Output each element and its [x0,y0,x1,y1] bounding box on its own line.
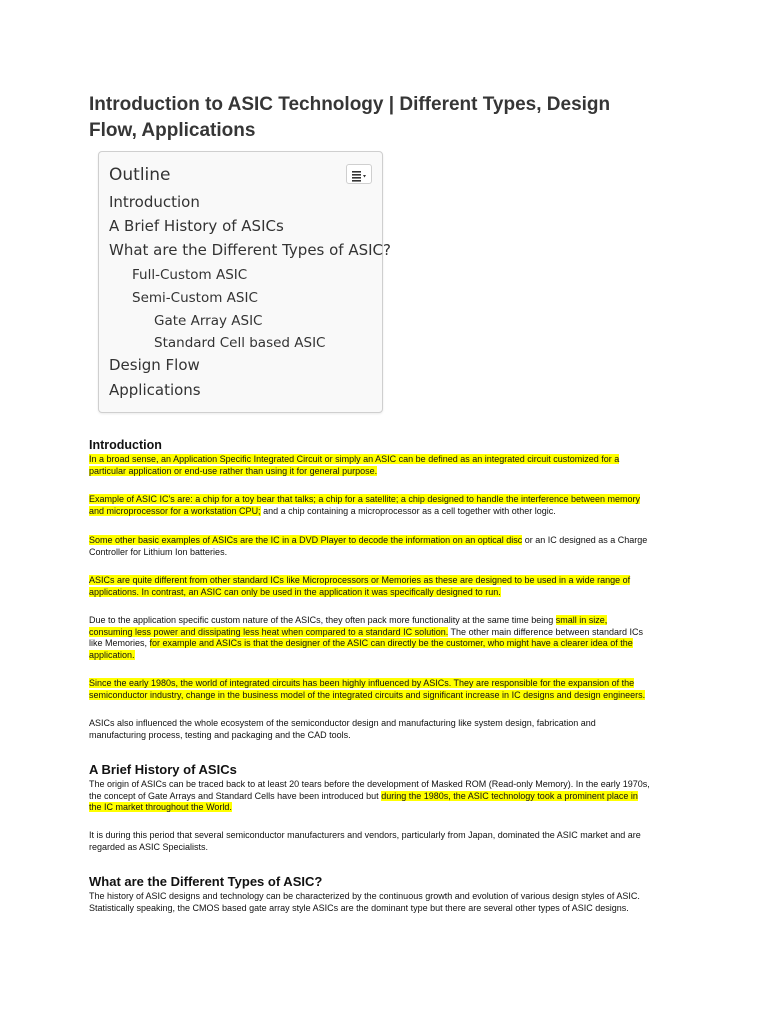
intro-paragraph-3 [89,535,651,558]
highlighted-text: ASICs are quite different from other standard ICs like Microprocessors or Memories as these are designed to be used in a wide range of applications. In contrast, an ASIC can only be used in the application it was specifically designed to run. [89,575,631,597]
intro-paragraph-6 [89,678,651,701]
outline-item-full-custom[interactable]: Full-Custom ASIC [132,267,248,283]
body-text: Due to the application specific custom nature of the ASICs, they often pack more functionality at the same time being [89,615,556,625]
outline-box [98,151,391,413]
history-paragraph-2 [89,830,651,853]
body-text: or an IC designed as a Charge Controller for Lithium Ion batteries. [89,535,648,557]
intro-paragraph-7 [89,718,651,741]
body-text: ASICs also influenced the whole ecosystem of the semiconductor design and manufacturing like system design, fabrication and manufacturing process, testing and packaging and the CAD tools. [89,718,596,740]
outline-item-standard-cell[interactable]: Standard Cell based ASIC [154,335,326,351]
highlighted-text: small in size, consuming less power and dissipating less heat when compared to a standard IC solution. [89,615,608,637]
section-heading-types: What are the Different Types of ASIC? [89,874,323,889]
section-heading-history: A Brief History of ASICs [89,762,237,777]
outline-heading: Outline [109,165,171,185]
highlighted-text: Since the early 1980s, the world of integrated circuits has been highly influenced by ASICs. They are responsible for the expansion of the semiconductor industry, change in the business model of the integrated circuits and significant increase in IC designs and design engineers. [89,678,646,700]
outline-item-gate-array[interactable]: Gate Array ASIC [154,313,263,329]
outline-toggle-button[interactable] [346,164,372,184]
body-text: It is during this period that several semiconductor manufacturers and vendors, particularly from Japan, dominated the ASIC market and are regarded as ASIC Specialists. [89,830,641,852]
intro-paragraph-5 [89,615,651,661]
intro-paragraph-2 [89,494,651,517]
body-text: The history of ASIC designs and technology can be characterized by the continuous growth and evolution of various design styles of ASIC. Statistically speaking, the CMOS based gate array style ASICs are the dominant type but there are several other types of ASIC designs. [89,891,640,913]
outline-item-applications[interactable]: Applications [109,381,201,399]
highlighted-text: Some other basic examples of ASICs are the IC in a DVD Player to decode the information on an optical disc [89,535,523,545]
highlighted-text: for example and ASICs is that the designer of the ASIC can directly be the customer, who might have a clearer idea of the application. [89,638,633,660]
outline-item-different-types[interactable]: What are the Different Types of ASIC? [109,241,391,259]
list-toggle-icon [351,170,367,182]
highlighted-text: Example of ASIC IC's are: a chip for a toy bear that talks; a chip for a satellite; a chip designed to handle the interference between memory and microprocessor for a workstation CPU; [89,494,641,516]
body-text: and a chip containing a microprocessor as a cell together with other logic. [260,505,556,516]
highlighted-text: during the 1980s, the ASIC technology took a prominent place in the IC market throughout the World. [89,790,638,812]
outline-item-brief-history[interactable]: A Brief History of ASICs [109,217,284,235]
body-text: The origin of ASICs can be traced back to at least 20 tears before the development of Masked ROM (Read-only Memory). In the early 1970s, the concept of Gate Arrays and Standard Cells have been introduced but [89,779,650,801]
history-paragraph-1 [89,779,651,814]
body-text: The other main difference between standard ICs like Memories, [89,626,644,648]
page-title: Introduction to ASIC Technology | Different Types, Design Flow, Applications [89,94,611,141]
types-paragraph-1 [89,891,651,914]
outline-item-design-flow[interactable]: Design Flow [109,356,200,374]
highlighted-text: In a broad sense, an Application Specific Integrated Circuit or simply an ASIC can be defined as an integrated circuit customized for a particular application or end-use rather than using it for general purpose. [89,454,620,476]
section-heading-introduction: Introduction [89,438,162,452]
outline-item-introduction[interactable]: Introduction [109,193,200,211]
outline-item-semi-custom[interactable]: Semi-Custom ASIC [132,290,258,306]
intro-paragraph-1 [89,454,651,477]
intro-paragraph-4 [89,575,651,598]
